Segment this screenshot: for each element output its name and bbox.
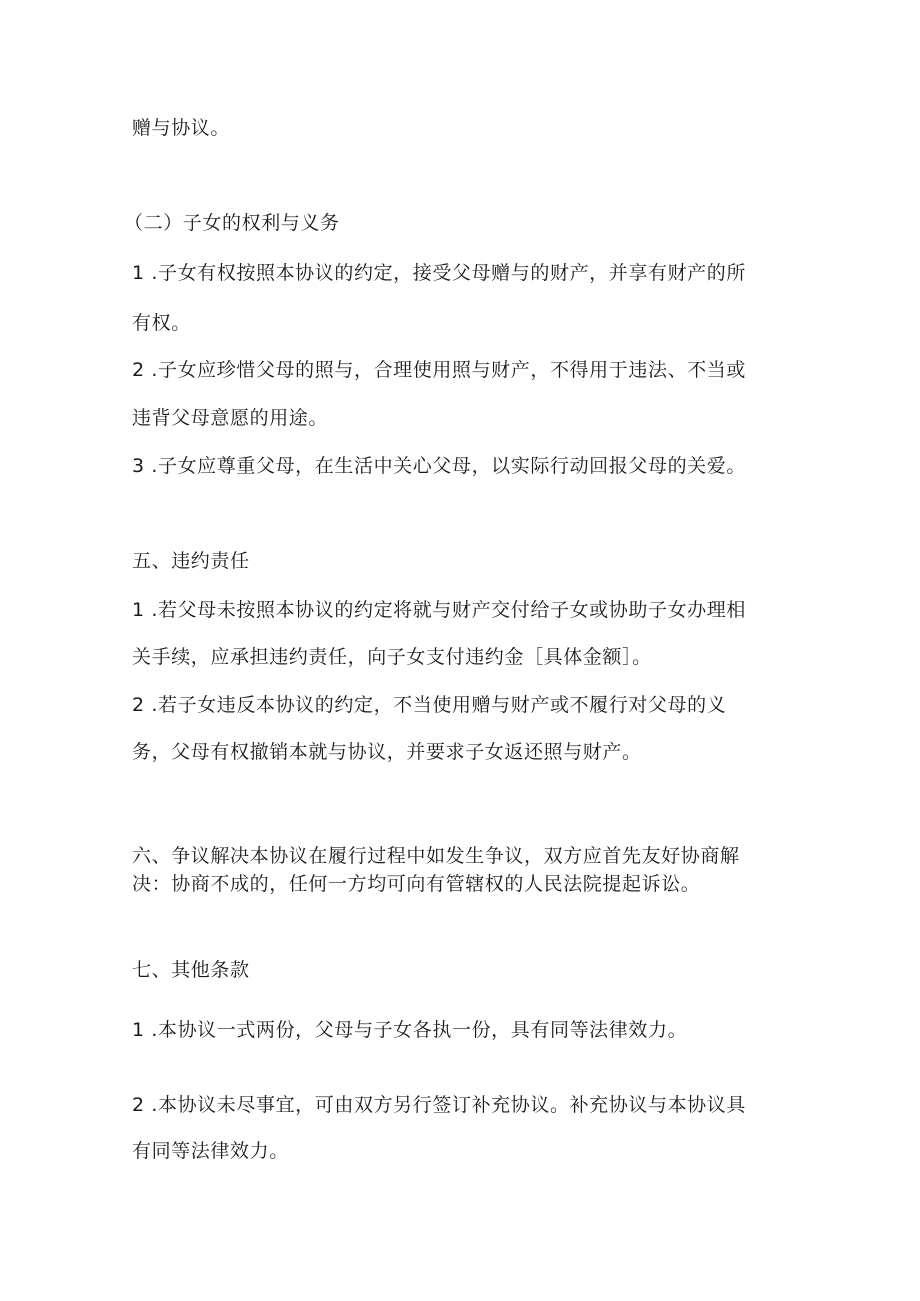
text-line: 违背父母意愿的用途。 <box>132 407 329 429</box>
section-paragraph: 六、争议解决本协议在履行过程中如发生争议，双方应首先友好协商解 <box>132 845 740 867</box>
text-line: 有权。 <box>132 312 191 334</box>
text-line: 2 .子女应珍惜父母的照与，合理使用照与财产，不得用于违法、不当或 <box>132 359 746 381</box>
text-line: 关手续，应承担违约责任，向子女支付违约金［具体金额］。 <box>132 646 652 668</box>
section-heading: 七、其他条款 <box>132 959 250 981</box>
text-line: 1 .本协议一式两份，父母与子女各执一份，具有同等法律效力。 <box>132 1019 688 1041</box>
text-line: 2 .本协议未尽事宜，可由双方另行签订补充协议。补充协议与本协议具 <box>132 1094 746 1116</box>
text-line: 3 .子女应尊重父母，在生活中关心父母，以实际行动回报父母的关爱。 <box>132 455 746 477</box>
text-line: 1 .若父母未按照本协议的约定将就与财产交付给子女或协助子女办理相 <box>132 599 746 621</box>
section-heading: 五、违约责任 <box>132 550 250 572</box>
text-line: 赠与协议。 <box>132 117 231 139</box>
text-line: 有同等法律效力。 <box>132 1140 289 1162</box>
text-line: 决：协商不成的，任何一方均可向有管辖权的人民法院提起诉讼。 <box>132 873 701 895</box>
section-heading: （二）子女的权利与义务 <box>124 212 340 234</box>
text-line: 务，父母有权撤销本就与协议，并要求子女返还照与财产。 <box>132 741 642 763</box>
text-line: 1 .子女有权按照本协议的约定，接受父母赠与的财产，并享有财产的所 <box>132 262 746 284</box>
text-line: 2 .若子女违反本协议的约定，不当使用赠与财产或不履行对父母的义 <box>132 694 727 716</box>
